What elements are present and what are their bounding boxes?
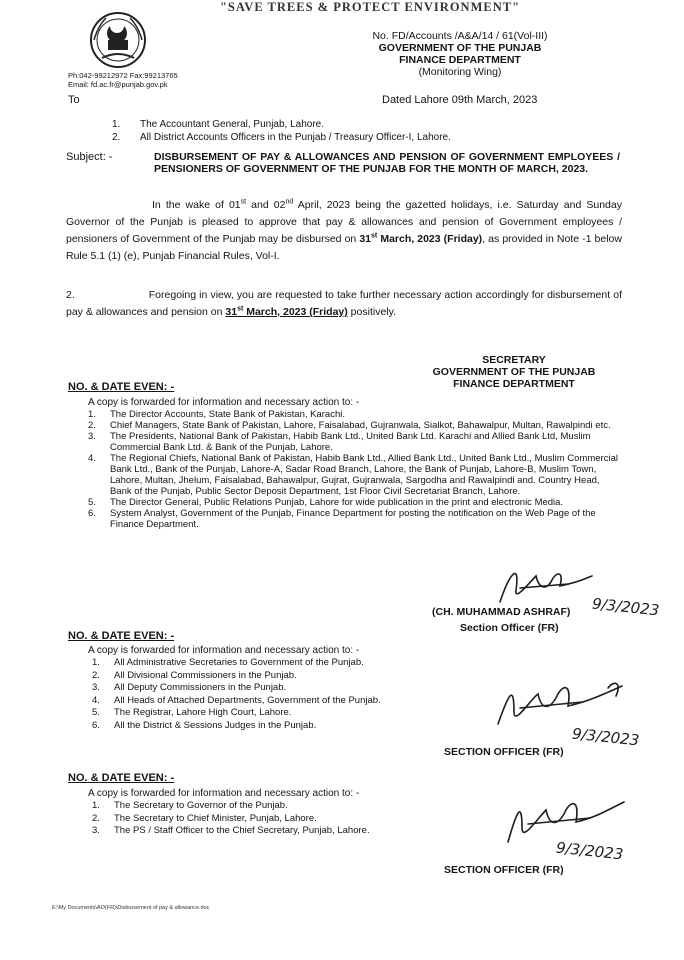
even-heading-2: NO. & DATE EVEN: - xyxy=(68,630,175,642)
secretary-block: SECRETARY GOVERNMENT OF THE PUNJAB FINANCE DEPARTMENT xyxy=(432,354,596,390)
addressee-list xyxy=(112,118,451,144)
list-item: 4. All Heads of Attached Departments, Government of the Punjab. xyxy=(92,694,381,706)
list-item: 3. All Deputy Commissioners in the Punjab. xyxy=(92,682,287,693)
letter-date: Dated Lahore 09th March, 2023 xyxy=(382,94,538,106)
list-item: 5. The Registrar, Lahore High Court, Lahore. xyxy=(92,707,292,718)
signature-1 xyxy=(490,562,600,612)
slogan: "SAVE TREES & PROTECT ENVIRONMENT" xyxy=(219,0,521,14)
signature-2 xyxy=(490,676,640,736)
forward-list-1 xyxy=(88,409,618,530)
letter-header xyxy=(330,30,590,78)
government-name: GOVERNMENT OF THE PUNJAB xyxy=(378,42,542,54)
body-paragraph-1: In the wake of 01st and 02nd April, 2023 being the gazetted holidays, i.e. Saturday and Sunday Governor of the Punjab is pleased to approve that pay & allowances and pension of Government employees / pensioners of Government of the Punjab may be disbursed on 31st March, 2023 (Friday), as provided in Note -1 below Rule 5.1 (1) (e), Punjab Financial Rules, Vol-I. xyxy=(66,198,622,262)
handwritten-date-1: 9/3/2023 xyxy=(591,594,661,620)
list-item: 2. The Secretary to Chief Minister, Punjab, Lahore. xyxy=(92,812,317,824)
list-item: 5. The Director General, Public Relations Punjab, Lahore for wide publication in the print and electronic Media. xyxy=(88,497,564,508)
signatory-name: (CH. MUHAMMAD ASHRAF) xyxy=(432,606,571,618)
forward-list-3 xyxy=(92,800,492,838)
wing-name: (Monitoring Wing) xyxy=(418,66,502,78)
signatory-title-2: SECTION OFFICER (FR) xyxy=(444,746,564,758)
list-item: 1. The Director Accounts, State Bank of Pakistan, Karachi. xyxy=(88,409,345,420)
subject-label: Subject: - xyxy=(66,151,113,163)
forward-intro-2: A copy is forwarded for information and necessary action to: - xyxy=(88,645,360,656)
forward-intro-3: A copy is forwarded for information and necessary action to: - xyxy=(88,788,360,799)
punjab-government-emblem-icon xyxy=(88,10,148,72)
handwritten-date-2: 9/3/2023 xyxy=(571,724,641,750)
list-item: 6. System Analyst, Government of the Punjab, Finance Department for posting the notification on the Web Page of the Finance Department. xyxy=(88,508,596,530)
file-path-footer: E:\My Documents\AO(FR)\Disbursement of pay & allowance.doc xyxy=(52,905,210,911)
forward-intro-1: A copy is forwarded for information and necessary action to: - xyxy=(88,397,360,408)
forward-list-2 xyxy=(92,657,492,732)
to-label: To xyxy=(68,94,80,106)
even-heading-1: NO. & DATE EVEN: - xyxy=(68,381,175,393)
addressee-item: 1. The Accountant General, Punjab, Lahore. xyxy=(112,119,325,130)
reference-number: No. FD/Accounts /A&A/14 / 61(Vol-III) xyxy=(372,30,548,42)
list-item: 3. The Presidents, National Bank of Pakistan, Habib Bank Ltd., United Bank Ltd. Karachi and Allied Bank Ltd, Muslim Commercial Bank Ltd. & Bank of the Punjab, Lahore. xyxy=(88,431,591,453)
subject-text: DISBURSEMENT OF PAY & ALLOWANCES AND PENSION OF GOVERNMENT EMPLOYEES / PENSIONERS OF GOVERNMENT OF THE PUNJAB FOR THE MONTH OF MARCH, 2023. xyxy=(154,151,620,175)
contact-info xyxy=(68,71,178,89)
signatory-title-1: Section Officer (FR) xyxy=(460,622,559,634)
list-item: 4. The Regional Chiefs, National Bank of Pakistan, Habib Bank Ltd., Allied Bank Ltd., United Bank Ltd., Muslim Commercial Bank Ltd., Bank of the Punjab, Lahore-A, Sadar Road Branch, Lahore, the Bank of Punjab, Lahore-B, Muslim Town, Lahore, Multan, Jhelum, Faisalabad, Bahawalpur, Gujrat, Gujranwala, Sargodha and Rawalpindi and. Country Head, Bank of the Punjab, Public Sector Deposit Department, 1st Floor Civil Secretariat Branch, Lahore. xyxy=(88,453,618,497)
email: Email: fd.ac.fr@punjab.gov.pk xyxy=(68,80,168,89)
addressee-item: 2. All District Accounts Officers in the Punjab / Treasury Officer-I, Lahore. xyxy=(112,132,451,143)
list-item: 1. All Administrative Secretaries to Government of the Punjab. xyxy=(92,657,364,668)
body-paragraph-2: 2. Foregoing in view, you are requested to take further necessary action accordingly for disbursement of pay & allowances and pension on 31st March, 2023 (Friday) positively. xyxy=(66,289,622,318)
list-item: 2. All Divisional Commissioners in the Punjab. xyxy=(92,669,297,681)
even-heading-3: NO. & DATE EVEN: - xyxy=(68,772,175,784)
phone-fax: Ph:042-99212972 Fax:99213765 xyxy=(68,71,178,80)
handwritten-date-3: 9/3/2023 xyxy=(555,838,625,864)
list-item: 6. All the District & Sessions Judges in the Punjab. xyxy=(92,719,317,731)
list-item: 3. The PS / Staff Officer to the Chief Secretary, Punjab, Lahore. xyxy=(92,825,370,836)
signatory-title-3: SECTION OFFICER (FR) xyxy=(444,864,564,876)
list-item: 2. Chief Managers, State Bank of Pakistan, Lahore, Faisalabad, Gujranwala, Sialkot, Bahawalpur, Multan, Rawalpindi etc. xyxy=(88,420,611,431)
list-item: 1. The Secretary to Governor of the Punjab. xyxy=(92,800,288,811)
department-name: FINANCE DEPARTMENT xyxy=(399,54,521,66)
